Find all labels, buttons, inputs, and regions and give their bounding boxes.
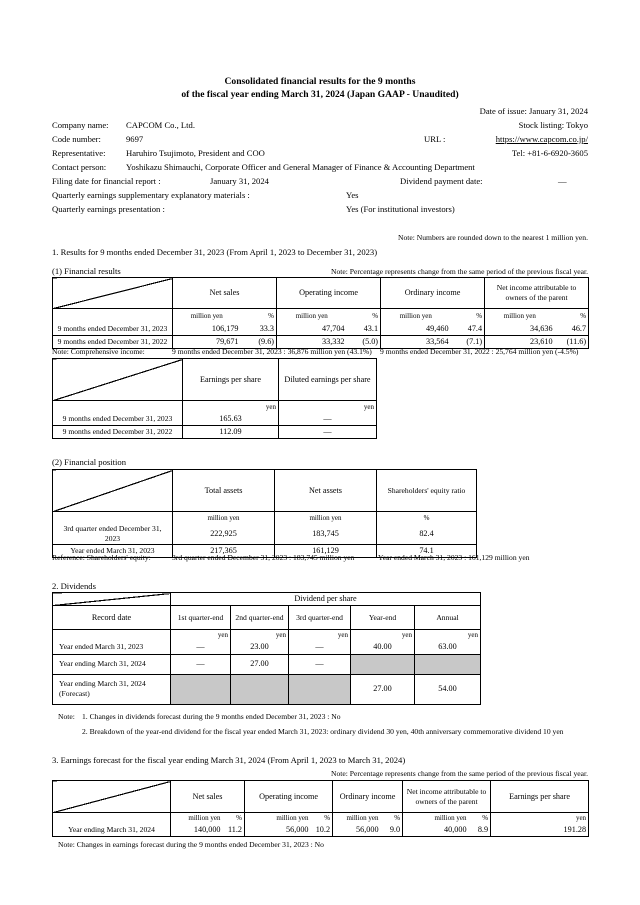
col-eps: Earnings per share bbox=[183, 359, 279, 401]
unit-m: million yen bbox=[333, 813, 381, 824]
op-income-value: 56,000 bbox=[245, 824, 311, 837]
row-label: 9 months ended December 31, 2022 bbox=[53, 336, 173, 349]
section1-sub2: (2) Financial position bbox=[52, 457, 126, 467]
net-income-pct: 46.7 bbox=[555, 323, 589, 336]
code-label: Code number: bbox=[52, 134, 101, 144]
dividend-value: 63.00 bbox=[415, 640, 481, 654]
unit-yen: yen bbox=[231, 630, 289, 641]
shaded-cell bbox=[351, 654, 415, 674]
row-label: Year ending March 31, 2024 bbox=[53, 654, 171, 674]
unit-pct: % bbox=[241, 309, 277, 323]
forecast-note: Note: Changes in earnings forecast during the 9 months ended December 31, 2023 : No bbox=[58, 840, 324, 849]
unit-yen: yen bbox=[183, 401, 279, 413]
ord-income-value: 33,564 bbox=[381, 336, 451, 349]
total-assets-value: 222,925 bbox=[173, 524, 275, 545]
col-net-income: Net income attributable to owners of the parent bbox=[485, 278, 589, 309]
supp-value: Yes bbox=[346, 190, 359, 200]
col-q2-end: 2nd quarter-end bbox=[231, 606, 289, 630]
ord-income-pct: (7.1) bbox=[451, 336, 485, 349]
net-assets-value: 183,745 bbox=[275, 524, 377, 545]
col-diluted-eps: Diluted earnings per share bbox=[279, 359, 377, 401]
unit-pct: % bbox=[555, 309, 589, 323]
stock-listing: Stock listing: Tokyo bbox=[518, 120, 588, 130]
net-income-pct: (11.6) bbox=[555, 336, 589, 349]
ord-income-value: 56,000 bbox=[333, 824, 381, 837]
pres-value: Yes (For institutional investors) bbox=[346, 204, 455, 214]
unit-yen: yen bbox=[415, 630, 481, 641]
row-unit-label bbox=[53, 630, 171, 641]
doc-title-line1: Consolidated financial results for the 9 months bbox=[224, 76, 416, 87]
financial-position-table bbox=[52, 469, 477, 558]
company-value: CAPCOM Co., Ltd. bbox=[126, 120, 196, 130]
col-ordinary-income: Ordinary income bbox=[381, 278, 485, 309]
dividend-note2: 2. Breakdown of the year-end dividend for the fiscal year ended March 31, 2023: ordinary dividend 30 yen, 40th anniversary commemorative dividend 10 yen bbox=[82, 727, 564, 736]
net-income-value: 40,000 bbox=[403, 824, 469, 837]
net-sales-pct: (9.6) bbox=[241, 336, 277, 349]
unit-yen: yen bbox=[491, 813, 589, 824]
header-diagonal-cell bbox=[53, 781, 171, 813]
row-label: 3rd quarter ended December 31, 2023 bbox=[53, 524, 173, 545]
col-ordinary-income: Ordinary income bbox=[333, 781, 403, 813]
header-diagonal-cell bbox=[53, 593, 171, 606]
col-eps: Earnings per share bbox=[491, 781, 589, 813]
row-unit-label bbox=[53, 813, 171, 824]
unit-m: million yen bbox=[277, 309, 347, 323]
section3-pct-note: Note: Percentage represents change from the same period of the previous fiscal year. bbox=[330, 769, 588, 778]
row-label-forecast-suffix: (Forecast) bbox=[59, 689, 90, 698]
eps-table bbox=[52, 358, 377, 439]
unit-m: million yen bbox=[171, 813, 223, 824]
shaded-cell bbox=[231, 674, 289, 704]
row-unit-label bbox=[53, 401, 183, 413]
op-income-value: 33,332 bbox=[277, 336, 347, 349]
row-label: 9 months ended December 31, 2023 bbox=[53, 413, 183, 426]
unit-m: million yen bbox=[173, 512, 275, 524]
dividend-value: 27.00 bbox=[351, 674, 415, 704]
company-url-link[interactable]: https://www.capcom.co.jp/ bbox=[495, 134, 588, 144]
op-income-value: 47,704 bbox=[277, 323, 347, 336]
rounding-note: Note: Numbers are rounded down to the nearest 1 million yen. bbox=[397, 233, 588, 242]
unit-yen: yen bbox=[289, 630, 351, 641]
tel: Tel: +81-6-6920-3605 bbox=[511, 148, 588, 158]
dividend-value: ― bbox=[171, 640, 231, 654]
net-sales-value: 79,671 bbox=[173, 336, 241, 349]
col-net-income: Net income attributable to owners of the parent bbox=[403, 781, 491, 813]
equity-ratio-value: 74.1 bbox=[377, 544, 477, 557]
unit-m: million yen bbox=[173, 309, 241, 323]
diluted-eps-value: ― bbox=[279, 426, 377, 439]
col-operating-income: Operating income bbox=[277, 278, 381, 309]
row-label: 9 months ended December 31, 2023 bbox=[53, 323, 173, 336]
dividend-value: 54.00 bbox=[415, 674, 481, 704]
url-label: URL : bbox=[424, 134, 446, 144]
row-label-forecast bbox=[53, 674, 171, 704]
col-total-assets: Total assets bbox=[173, 470, 275, 512]
net-sales-value: 106,179 bbox=[173, 323, 241, 336]
equity-ratio-value: 82.4 bbox=[377, 524, 477, 545]
net-sales-pct: 11.2 bbox=[223, 824, 245, 837]
net-assets-value: 161,129 bbox=[275, 544, 377, 557]
forecast-table bbox=[52, 780, 589, 837]
dividend-date-label: Dividend payment date: bbox=[400, 176, 483, 186]
shaded-cell bbox=[171, 674, 231, 704]
ord-income-value: 49,460 bbox=[381, 323, 451, 336]
section2-heading: 2. Dividends bbox=[52, 581, 96, 591]
header-diagonal-cell bbox=[53, 359, 183, 401]
shaded-cell bbox=[289, 674, 351, 704]
eps-value: 165.63 bbox=[183, 413, 279, 426]
section3-heading: 3. Earnings forecast for the fiscal year ending March 31, 2024 (From April 1, 2023 to March 31, 2024) bbox=[52, 755, 406, 765]
col-net-sales: Net sales bbox=[173, 278, 277, 309]
col-operating-income: Operating income bbox=[245, 781, 333, 813]
unit-m: million yen bbox=[485, 309, 555, 323]
unit-m: million yen bbox=[381, 309, 451, 323]
eps-value: 112.09 bbox=[183, 426, 279, 439]
unit-yen: yen bbox=[279, 401, 377, 413]
row-label: Year ending March 31, 2024 bbox=[59, 679, 146, 688]
ord-income-pct: 47.4 bbox=[451, 323, 485, 336]
col-record-date: Record date bbox=[53, 606, 171, 630]
unit-yen: yen bbox=[351, 630, 415, 641]
dividend-date-value: ― bbox=[558, 176, 567, 186]
col-equity-ratio: Shareholders' equity ratio bbox=[377, 470, 477, 512]
dividend-value: ― bbox=[289, 654, 351, 674]
dividend-note1: 1. Changes in dividends forecast during the 9 months ended December 31, 2023 : No bbox=[82, 712, 341, 721]
unit-pct: % bbox=[381, 813, 403, 824]
contact-label: Contact person: bbox=[52, 162, 107, 172]
ord-income-pct: 9.0 bbox=[381, 824, 403, 837]
contact-value: Yoshikazu Shimauchi, Corporate Officer and General Manager of Finance & Accounting Department bbox=[126, 162, 475, 172]
unit-pct: % bbox=[451, 309, 485, 323]
unit-pct: % bbox=[223, 813, 245, 824]
net-income-pct: 8.9 bbox=[469, 824, 491, 837]
company-label: Company name: bbox=[52, 120, 109, 130]
op-income-pct: 43.1 bbox=[347, 323, 381, 336]
col-q3-end: 3rd quarter-end bbox=[289, 606, 351, 630]
net-income-value: 34,636 bbox=[485, 323, 555, 336]
date-of-issue: Date of issue: January 31, 2024 bbox=[479, 106, 588, 116]
unit-pct: % bbox=[377, 512, 477, 524]
filing-value: January 31, 2024 bbox=[210, 176, 269, 186]
unit-m: million yen bbox=[245, 813, 311, 824]
dividend-note-label: Note: bbox=[58, 712, 75, 721]
section1-heading: 1. Results for 9 months ended December 31, 2023 (From April 1, 2023 to December 31, 2023) bbox=[52, 247, 378, 257]
dividend-value: ― bbox=[289, 640, 351, 654]
dividend-value: 23.00 bbox=[231, 640, 289, 654]
ref-equity-2023: 3rd quarter ended December 31, 2023 : 183,745 million yen bbox=[172, 553, 355, 562]
dividend-value: 40.00 bbox=[351, 640, 415, 654]
row-unit-label bbox=[53, 512, 173, 524]
comp-income-note: Note: Comprehensive income: bbox=[52, 347, 145, 356]
shaded-cell bbox=[415, 654, 481, 674]
row-label: Year ended March 31, 2023 bbox=[53, 544, 173, 557]
unit-pct: % bbox=[311, 813, 333, 824]
section1-pct-note: Note: Percentage represents change from the same period of the previous fiscal year. bbox=[330, 267, 588, 276]
header-diagonal-cell bbox=[53, 470, 173, 512]
row-label: 9 months ended December 31, 2022 bbox=[53, 426, 183, 439]
row-label: Year ended March 31, 2023 bbox=[53, 640, 171, 654]
rep-value: Haruhiro Tsujimoto, President and COO bbox=[126, 148, 265, 158]
col-q1-end: 1st quarter-end bbox=[171, 606, 231, 630]
unit-m: million yen bbox=[275, 512, 377, 524]
unit-pct: % bbox=[469, 813, 491, 824]
row-label: Year ending March 31, 2024 bbox=[53, 824, 171, 837]
net-sales-value: 140,000 bbox=[171, 824, 223, 837]
supp-label: Quarterly earnings supplementary explanatory materials : bbox=[52, 190, 250, 200]
unit-yen: yen bbox=[171, 630, 231, 641]
section1-sub1: (1) Financial results bbox=[52, 266, 121, 276]
dividend-value: 27.00 bbox=[231, 654, 289, 674]
comp-income-2022: 9 months ended December 31, 2022 : 25,764 million yen (-4.5%) bbox=[380, 347, 579, 356]
filing-label: Filing date for financial report : bbox=[52, 176, 161, 186]
doc-title-line2: of the fiscal year ending March 31, 2024 (Japan GAAP - Unaudited) bbox=[181, 89, 459, 100]
col-net-sales: Net sales bbox=[171, 781, 245, 813]
dividends-table bbox=[52, 592, 481, 705]
col-year-end: Year-end bbox=[351, 606, 415, 630]
unit-m: million yen bbox=[403, 813, 469, 824]
net-income-value: 23,610 bbox=[485, 336, 555, 349]
eps-value: 191.28 bbox=[491, 824, 589, 837]
dividend-value: ― bbox=[171, 654, 231, 674]
unit-pct: % bbox=[347, 309, 381, 323]
row-unit-label bbox=[53, 309, 173, 323]
ref-equity-2022: Year ended March 31, 2023 : 161,129 million yen bbox=[378, 553, 530, 562]
op-income-pct: 10.2 bbox=[311, 824, 333, 837]
rep-label: Representative: bbox=[52, 148, 106, 158]
op-income-pct: (5.0) bbox=[347, 336, 381, 349]
financial-results-table bbox=[52, 277, 589, 349]
comp-income-2023: 9 months ended December 31, 2023 : 36,876 million yen (43.1%) bbox=[172, 347, 372, 356]
net-sales-pct: 33.3 bbox=[241, 323, 277, 336]
pres-label: Quarterly earnings presentation : bbox=[52, 204, 165, 214]
header-diagonal-cell bbox=[53, 278, 173, 309]
col-annual: Annual bbox=[415, 606, 481, 630]
total-assets-value: 217,365 bbox=[173, 544, 275, 557]
code-value: 9697 bbox=[126, 134, 144, 144]
diluted-eps-value: ― bbox=[279, 413, 377, 426]
dividend-group-header: Dividend per share bbox=[171, 593, 481, 606]
ref-equity-note: Reference: Shareholders' equity: bbox=[52, 553, 151, 562]
col-net-assets: Net assets bbox=[275, 470, 377, 512]
